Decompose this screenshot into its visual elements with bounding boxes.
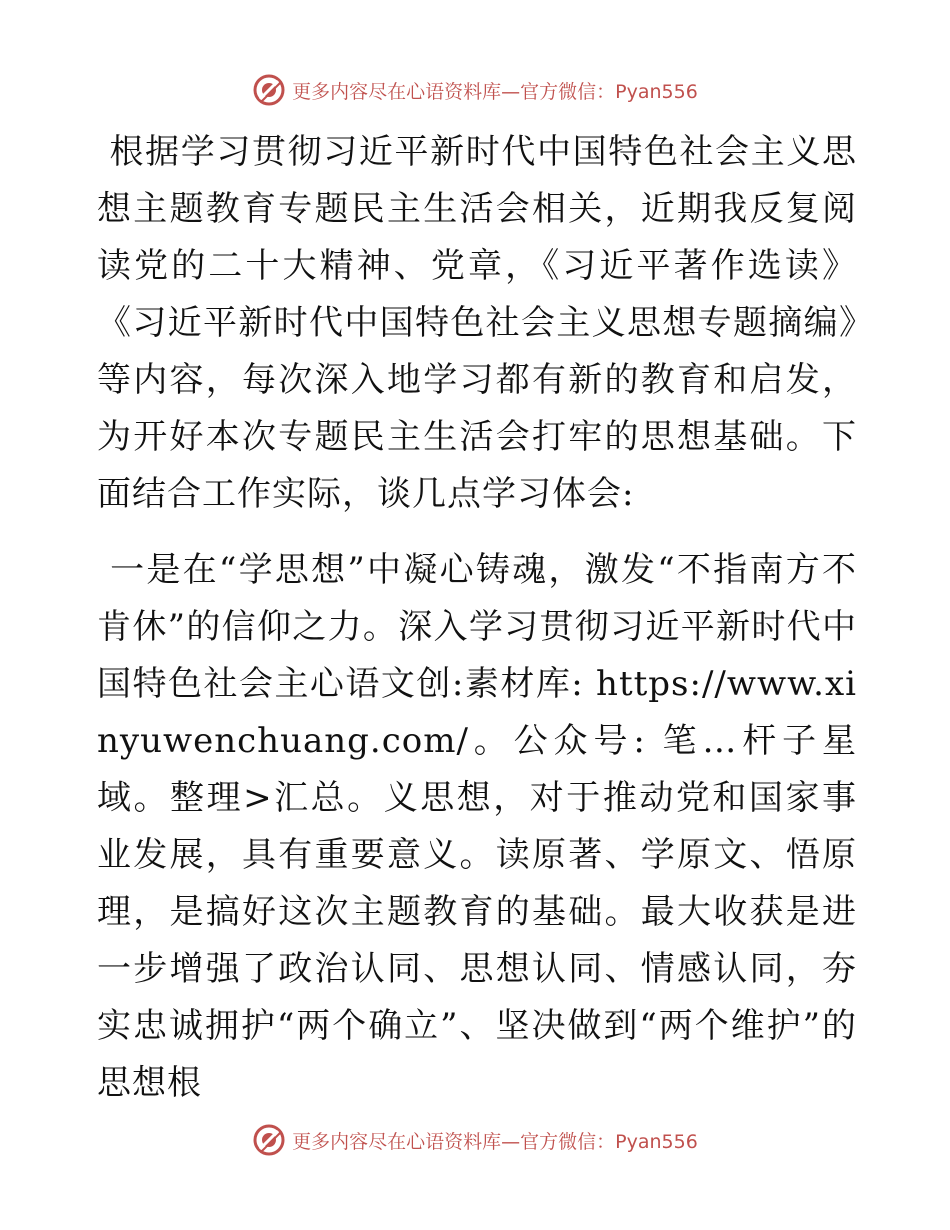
paragraph-point-one: 一是在“学思想”中凝心铸魂，激发“不指南方不肯休”的信仰之力。深入学习贯彻习近平新时代中国特色社会主心语文创:素材库: https://www.xinyuwenchuang.com/。公众号: 笔…杆子星域。整理>汇总。义思想，对于推动党和国家事业发展，具有重要意义。读原著、学原文、悟原理，是搞好这次主题教育的基础。最大收获是进一步增强了政治认同、思想认同、情感认同，夯实忠诚拥护“两个确立”、坚决做到“两个维护”的思想根 [97, 550, 857, 1103]
header-banner [0, 70, 950, 110]
footer-banner-text: 更多内容尽在心语资料库—官方微信：Pyan556 [292, 1130, 698, 1153]
header-banner-text: 更多内容尽在心语资料库—官方微信：Pyan556 [292, 80, 698, 103]
logo-icon [252, 73, 286, 107]
paragraph-intro: 根据学习贯彻习近平新时代中国特色社会主义思想主题教育专题民主生活会相关，近期我反复阅读党的二十大精神、党章，《习近平著作选读》《习近平新时代中国特色社会主义思想专题摘编》等内容，每次深入地学习都有新的教育和启发，为开好本次专题民主生活会打牢的思想基础。下面结合工作实际，谈几点学习体会: [97, 132, 857, 514]
logo-icon [252, 1123, 286, 1157]
footer-banner [0, 1120, 950, 1160]
document-body [97, 124, 857, 1112]
